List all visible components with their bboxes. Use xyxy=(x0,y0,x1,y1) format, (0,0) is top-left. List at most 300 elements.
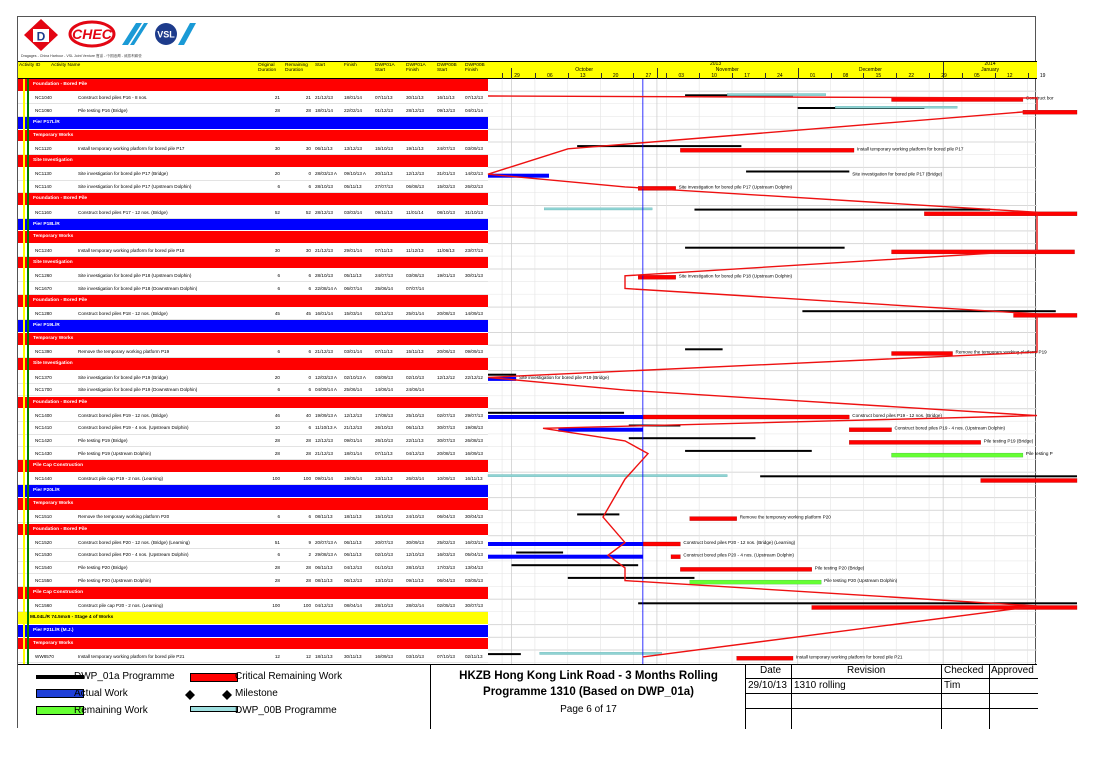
cell-dwp01a-finish: 15/11/13 xyxy=(406,349,424,355)
wbs-group-name: Pile Cap Construction xyxy=(33,463,84,468)
week-label: 17 xyxy=(744,72,750,79)
cell-start: 28/10/13 xyxy=(315,184,333,190)
gantt-chart xyxy=(488,79,1054,669)
bar-critical xyxy=(643,542,681,546)
cell-dwp00b-start: 17/03/13 xyxy=(437,565,455,571)
cell-dwp00b-start: 24/07/13 xyxy=(437,146,455,151)
rev-revision: 1310 rolling xyxy=(794,680,846,691)
week-label: 13 xyxy=(579,72,586,79)
activity-row xyxy=(18,143,488,156)
bar-critical xyxy=(849,440,980,444)
activity-row xyxy=(18,435,488,448)
bar-critical xyxy=(924,212,1077,216)
cell-od: 21 xyxy=(274,95,280,101)
cell-name: Remove the temporary working platform P20 xyxy=(78,514,170,520)
cell-dwp00b-finish: 05/04/13 xyxy=(465,552,483,558)
wbs-indent-green xyxy=(27,79,29,669)
dragages-logo xyxy=(23,19,59,51)
cell-dwp00b-start: 16/11/13 xyxy=(437,95,455,101)
cell-dwp01a-finish: 25/10/13 xyxy=(406,412,424,418)
wbs-group-row xyxy=(18,612,488,625)
cell-dwp01a-finish: 22/11/13 xyxy=(406,438,424,444)
cell-dwp00b-finish: 03/05/13 xyxy=(465,577,483,583)
cell-dwp01a-start: 09/11/13 xyxy=(375,209,393,215)
wbs-group-name: Pier P19L/R xyxy=(33,323,60,329)
wbs-group-row xyxy=(18,320,488,333)
bar-critical xyxy=(680,148,854,152)
cell-name: Install temporary working platform for bored pile P18 xyxy=(78,247,185,253)
cell-dwp01a-start: 01/12/13 xyxy=(375,107,393,113)
activity-row xyxy=(18,384,488,397)
bar-dwp01a xyxy=(685,348,723,350)
bar-dwp01a xyxy=(511,564,638,566)
col-start: Start xyxy=(315,63,326,68)
group-separator xyxy=(488,345,1037,346)
cell-dwp00b-finish: 26/02/13 xyxy=(465,184,483,190)
cell-rd: 6 xyxy=(308,349,311,355)
bar-label: Pile testing P xyxy=(1025,451,1053,457)
cell-finish: 21/12/13 xyxy=(344,425,362,431)
cell-start: 06/11/13 xyxy=(315,565,333,571)
cell-name: Construct bored piles P19 - 12 nos. (Bridge) xyxy=(78,412,168,418)
bar-dwp01a xyxy=(685,247,845,249)
legend-dwp01a: DWP_01a Programme xyxy=(74,671,175,682)
row-gridline xyxy=(488,319,1037,320)
col-dwp00b-start: DWP00B Start xyxy=(437,63,457,73)
wbs-group-row xyxy=(18,155,488,168)
cell-dwp01a-finish: 02/10/13 xyxy=(406,374,424,380)
cell-od: 100 xyxy=(272,476,280,482)
row-gridline xyxy=(488,396,1037,397)
cell-dwp01a-finish: 25/01/14 xyxy=(406,311,424,317)
cell-dwp01a-finish: 28/10/13 xyxy=(406,565,424,571)
cell-dwp00b-start: 11/06/13 xyxy=(437,247,455,253)
wbs-group-row xyxy=(18,485,488,498)
cell-dwp01a-finish: 06/08/13 xyxy=(406,184,424,190)
bar-dwp01a xyxy=(488,412,624,414)
cell-finish: 30/11/13 xyxy=(344,654,362,659)
activity-row xyxy=(18,181,488,194)
cell-name: Pile testing P19 (Upstream Dolphin) xyxy=(78,450,152,456)
bar-critical xyxy=(1014,313,1077,317)
col-dwp01a-finish: DWP01A Finish xyxy=(406,63,426,73)
cell-id: NC1520 xyxy=(35,539,52,545)
cell-dwp00b-start: 02/05/13 xyxy=(437,603,455,609)
cell-dwp00b-start: 10/09/13 xyxy=(437,476,455,482)
cell-id: NC1670 xyxy=(35,285,52,291)
group-separator xyxy=(488,370,1037,371)
group-separator xyxy=(488,142,1037,143)
group-separator xyxy=(488,408,1037,409)
cell-id: NC1140 xyxy=(35,184,52,190)
cell-rd: 9 xyxy=(308,539,311,545)
week-label: 19 xyxy=(1039,72,1046,79)
cell-id: NC1160 xyxy=(35,209,52,215)
cell-finish: 13/12/13 xyxy=(344,146,362,151)
cell-finish: 29/01/14 xyxy=(344,247,362,253)
wbs-group-name: Pile Cap Construction xyxy=(33,590,84,595)
week-label: 01 xyxy=(809,72,816,79)
activity-row xyxy=(18,270,488,283)
activity-row xyxy=(18,308,488,321)
bar-label: Remove the temporary working platform P20 xyxy=(739,514,831,520)
group-separator xyxy=(488,599,1037,600)
cell-dwp00b-start: 06/04/13 xyxy=(437,577,455,583)
cell-dwp01a-finish: 28/12/13 xyxy=(406,107,424,113)
cell-rd: 6 xyxy=(308,387,311,393)
col-dwp00b-finish: DWP00B Finish xyxy=(465,63,485,73)
cell-dwp00b-finish: 02/11/13 xyxy=(465,654,483,659)
cell-finish: 18/11/13 xyxy=(344,514,362,520)
rev-header-date: Date xyxy=(760,665,782,676)
cell-rd: 28 xyxy=(305,438,311,444)
month-label: December xyxy=(858,66,882,73)
row-gridline xyxy=(488,611,1037,612)
cell-dwp00b-finish: 16/11/13 xyxy=(465,476,483,482)
group-separator xyxy=(488,472,1037,473)
cell-dwp00b-start: 20/08/13 xyxy=(437,311,455,317)
wbs-group-name: Site Investigation xyxy=(33,259,73,265)
activity-row xyxy=(18,346,488,359)
rev-checked: Tim xyxy=(944,680,961,691)
cell-finish: 06/07/14 xyxy=(344,285,362,291)
rev-header-approved: Approved xyxy=(991,665,1034,676)
cell-name: Pile testing P19 (Bridge) xyxy=(78,438,128,444)
cell-dwp01a-start: 24/07/13 xyxy=(375,273,393,278)
row-gridline xyxy=(488,103,1037,104)
bar-critical xyxy=(812,606,1077,610)
cell-rd: 6 xyxy=(308,285,311,291)
cell-dwp00b-finish: 14/09/13 xyxy=(465,311,483,317)
wbs-group-name: Temporary Works xyxy=(33,501,74,507)
cell-dwp01a-start: 28/10/13 xyxy=(375,603,393,609)
cell-finish: 08/04/14 xyxy=(344,603,362,609)
cell-dwp00b-start: 19/01/13 xyxy=(437,273,455,278)
cell-rd: 30 xyxy=(305,146,311,151)
bar-label: Install temporary working platform for bored pile P21 xyxy=(796,654,903,660)
week-label: 24 xyxy=(777,72,783,79)
cell-start: 18/11/13 xyxy=(315,654,333,659)
week-label: 08 xyxy=(842,72,849,79)
cell-name: Construct bored piles P16 - 8 nos. xyxy=(78,95,148,101)
cell-finish: 06/12/13 xyxy=(344,577,362,583)
week-label: 12 xyxy=(1006,72,1013,79)
cell-od: 6 xyxy=(277,552,280,558)
activity-table xyxy=(18,79,488,669)
cell-id: NC1060 xyxy=(35,107,52,113)
group-separator xyxy=(488,91,1037,92)
cell-dwp00b-start: 12/12/12 xyxy=(437,374,455,380)
bar-dwp00b xyxy=(544,208,652,210)
cell-start: 28/12/13 xyxy=(315,209,333,215)
cell-id: NC1260 xyxy=(35,273,52,278)
col-remaining-duration: Remaining Duration xyxy=(285,63,308,73)
cell-od: 46 xyxy=(274,412,280,418)
activity-row xyxy=(18,206,488,219)
bar-dwp01a xyxy=(488,653,521,655)
cell-dwp00b-finish: 30/04/13 xyxy=(465,514,483,520)
cell-finish: 05/11/13 xyxy=(344,273,362,278)
group-separator xyxy=(488,167,1037,168)
group-separator xyxy=(488,497,1037,498)
row-gridline xyxy=(488,561,1037,562)
wbs-group-row xyxy=(18,397,488,410)
cell-dwp00b-finish: 29/07/13 xyxy=(465,412,483,418)
cell-finish: 18/01/14 xyxy=(344,450,362,456)
cell-start: 08/11/13 xyxy=(315,577,333,583)
cell-dwp00b-finish: 14/02/13 xyxy=(465,171,483,177)
bar-critical xyxy=(892,352,953,356)
cell-id: NC1390 xyxy=(35,349,52,355)
activity-row xyxy=(18,409,488,422)
cell-name: Site investigation for bored pile P19 (Downstream Dolphin) xyxy=(78,387,198,393)
activity-row xyxy=(18,562,488,575)
activity-row xyxy=(18,104,488,117)
cell-dwp00b-start: 30/07/13 xyxy=(437,425,455,431)
cell-dwp01a-finish: 04/12/13 xyxy=(406,450,424,456)
cell-rd: 52 xyxy=(305,209,311,215)
title-line-2: Programme 1310 (Based on DWP_01a) xyxy=(483,686,694,698)
bar-dwp01a xyxy=(629,437,756,439)
row-gridline xyxy=(488,180,1037,181)
timescale-header xyxy=(488,61,1046,79)
cell-dwp01a-start: 01/10/13 xyxy=(375,565,393,571)
cell-dwp01a-finish: 06/11/13 xyxy=(406,425,424,431)
week-label: 10 xyxy=(711,72,717,79)
wbs-group-row xyxy=(18,587,488,600)
col-dwp01a-start: DWP01A Start xyxy=(375,63,395,73)
wbs-group-row xyxy=(18,130,488,143)
col-activity-name: Activity Name xyxy=(51,63,81,68)
cell-rd: 100 xyxy=(303,476,311,482)
col-activity-id: Activity ID xyxy=(19,63,41,68)
cell-dwp01a-start: 27/07/13 xyxy=(375,184,393,190)
cell-rd: 2 xyxy=(308,552,311,558)
cell-start: 12/03/13 A xyxy=(315,374,337,380)
cell-od: 52 xyxy=(274,209,280,215)
wbs-group-name: ML04L/R 74.5mx6 - Stage 4 of Works xyxy=(30,615,114,621)
group-separator xyxy=(488,129,1037,130)
cell-dwp01a-start: 13/10/13 xyxy=(375,577,393,583)
programme-sheet xyxy=(17,16,1054,728)
wbs-group-name: Foundation - Bored Pile xyxy=(33,399,88,405)
wbs-group-row xyxy=(18,257,488,270)
bar-label: Site investigation for bored pile P18 (Upstream Dolphin) xyxy=(678,273,793,279)
cell-dwp01a-start: 15/10/13 xyxy=(375,146,393,151)
cell-od: 28 xyxy=(274,450,280,456)
column-header xyxy=(18,61,488,79)
group-separator xyxy=(488,307,1037,308)
cell-start: 21/12/13 xyxy=(315,95,333,101)
cell-id: NC1510 xyxy=(35,514,52,520)
cell-name: Construct pile cap P20 - 2 nos. (Learning) xyxy=(78,603,164,609)
cell-dwp00b-start: 20/08/13 xyxy=(437,450,455,456)
row-gridline xyxy=(488,662,1037,663)
legend-milestone: Milestone xyxy=(235,688,278,699)
cell-dwp00b-finish: 03/09/13 xyxy=(465,146,483,151)
wbs-group-row xyxy=(18,625,488,638)
cell-dwp01a-finish: 07/07/14 xyxy=(406,285,424,291)
cell-dwp00b-start: 25/02/13 xyxy=(437,539,455,545)
cell-rd: 45 xyxy=(305,311,311,317)
cell-od: 6 xyxy=(277,273,280,278)
bar-actual xyxy=(488,542,643,546)
cell-id: NC1370 xyxy=(35,374,52,380)
row-gridline xyxy=(488,294,1037,295)
cell-od: 6 xyxy=(277,285,280,291)
bar-critical xyxy=(981,479,1077,483)
bar-actual xyxy=(558,428,642,432)
legend-swatch-dwp00b xyxy=(190,706,238,712)
cell-start: 16/01/14 xyxy=(315,311,333,317)
cell-dwp01a-start: 07/11/13 xyxy=(375,450,393,456)
cell-od: 6 xyxy=(277,387,280,393)
bar-label: Site investigation for bored pile P17 (Bridge) xyxy=(852,171,943,177)
cell-dwp01a-start: 02/10/13 xyxy=(375,552,393,558)
cell-finish: 02/10/13 A xyxy=(344,374,366,380)
cell-id: NC1040 xyxy=(35,95,52,101)
cell-od: 28 xyxy=(274,565,280,571)
wbs-group-row xyxy=(18,524,488,537)
logo-area xyxy=(18,17,488,61)
bar-dwp00b xyxy=(835,106,957,108)
bar-actual xyxy=(488,415,643,419)
bar-remaining xyxy=(690,580,821,584)
cell-finish: 09/10/13 A xyxy=(344,171,366,177)
group-separator xyxy=(488,637,1037,638)
wbs-group-row xyxy=(18,193,488,206)
cell-dwp00b-finish: 30/07/13 xyxy=(465,603,483,609)
cell-start: 28/10/13 xyxy=(315,273,333,278)
bar-label: Pile testing P19 (Bridge) xyxy=(983,438,1034,444)
cell-dwp01a-start: 23/11/13 xyxy=(375,476,393,482)
cell-dwp01a-finish: 12/10/13 xyxy=(406,552,424,558)
legend-remaining: Remaining Work xyxy=(74,705,148,716)
cell-id: NC1430 xyxy=(35,450,52,456)
cell-dwp00b-start: 15/02/13 xyxy=(437,184,455,190)
rev-header-checked: Checked xyxy=(944,665,984,676)
cell-id: NC1400 xyxy=(35,412,52,418)
cell-rd: 28 xyxy=(305,577,311,583)
activity-row xyxy=(18,651,488,664)
cell-start: 08/11/13 xyxy=(315,514,333,520)
cell-dwp00b-finish: 09/09/13 xyxy=(465,349,483,355)
cell-od: 30 xyxy=(274,146,280,151)
group-separator xyxy=(488,510,1037,511)
company-logos xyxy=(18,17,208,53)
cell-dwp01a-start: 14/06/14 xyxy=(375,387,393,393)
bar-label: Construct bored piles P20 - 12 nos. (Bridge) (Learning) xyxy=(683,540,796,545)
cell-start: 18/01/14 xyxy=(315,107,333,113)
cell-dwp00b-start: 06/04/13 xyxy=(437,514,455,520)
cell-dwp01a-start: 07/11/13 xyxy=(375,95,393,101)
week-label: 29 xyxy=(514,72,520,79)
row-gridline xyxy=(488,484,1037,485)
cell-name: Pile testing P16 (Bridge) xyxy=(78,107,128,113)
legend-critical: Critical Remaining Work xyxy=(235,671,343,682)
chec-logo xyxy=(70,22,114,46)
cell-dwp01a-finish: 11/01/14 xyxy=(406,209,424,215)
cell-id: NC1560 xyxy=(35,603,52,609)
row-gridline xyxy=(488,383,1037,384)
bar-dwp01a xyxy=(760,475,1077,477)
cell-finish: 04/12/13 xyxy=(344,565,362,571)
cell-start: 04/12/13 xyxy=(315,603,333,609)
legend-actual: Actual Work xyxy=(74,688,128,699)
cell-finish: 03/01/14 xyxy=(344,349,362,355)
row-gridline xyxy=(488,154,1037,155)
cell-rd: 28 xyxy=(305,107,311,113)
cell-dwp01a-finish: 30/09/13 xyxy=(406,539,424,545)
wbs-group-row xyxy=(18,79,488,92)
wbs-group-name: Site Investigation xyxy=(33,158,73,164)
cell-finish: 09/01/14 xyxy=(344,438,362,444)
cell-finish: 18/01/14 xyxy=(344,95,362,101)
cell-dwp00b-finish: 23/07/13 xyxy=(465,247,483,253)
cell-dwp01a-start: 20/07/13 xyxy=(375,539,393,545)
cell-finish: 22/02/14 xyxy=(344,107,362,113)
cell-start: 11/10/13 A xyxy=(315,425,337,431)
cell-name: Construct bored piles P18 - 12 nos. (Bridge) xyxy=(78,311,168,317)
wbs-group-row xyxy=(18,333,488,346)
activity-row xyxy=(18,92,488,105)
week-label: 15 xyxy=(875,72,882,79)
bar-dwp01a xyxy=(516,552,563,554)
row-gridline xyxy=(488,459,1037,460)
activity-row xyxy=(18,447,488,460)
cell-name: Site investigation for bored pile P17 (Bridge) xyxy=(78,171,168,177)
cell-start: 04/09/14 A xyxy=(315,387,337,393)
cell-start: 21/12/13 xyxy=(315,450,333,456)
page-number: Page 6 of 17 xyxy=(560,704,617,715)
group-separator xyxy=(488,205,1037,206)
cell-start: 20/07/13 A xyxy=(315,539,337,545)
cell-dwp00b-finish: 31/10/13 xyxy=(465,209,483,215)
cell-od: 20 xyxy=(274,171,280,177)
wbs-group-name: Temporary Works xyxy=(33,640,74,646)
bar-dwp01a xyxy=(488,374,516,376)
wbs-group-name: Temporary Works xyxy=(33,234,74,240)
cell-dwp01a-start: 02/12/13 xyxy=(375,311,393,317)
cell-name: Pile testing P20 (Upstream Dolphin) xyxy=(78,577,152,583)
activity-row xyxy=(18,168,488,181)
week-label: 03 xyxy=(678,72,685,79)
row-gridline xyxy=(488,586,1037,587)
cell-dwp00b-start: 07/10/13 xyxy=(437,654,455,659)
cell-id: WW8570 xyxy=(35,654,54,659)
year-label: 2014 xyxy=(984,61,996,67)
cell-finish: 06/11/13 xyxy=(344,539,362,545)
cell-dwp01a-start: 25/06/14 xyxy=(375,285,393,291)
cell-name: Construct bored piles P20 - 12 nos. (Bridge) (Learning) xyxy=(78,539,190,545)
activity-row xyxy=(18,511,488,524)
cell-start: 22/08/14 A xyxy=(315,285,337,291)
cell-name: Construct bored piles P17 - 12 nos. (Bridge) xyxy=(78,209,168,215)
row-gridline xyxy=(488,281,1037,282)
cell-id: NC1410 xyxy=(35,425,52,431)
week-label: 06 xyxy=(547,72,553,79)
cell-rd: 28 xyxy=(305,450,311,456)
rev-date: 29/10/13 xyxy=(748,680,787,691)
cell-dwp00b-finish: 07/12/13 xyxy=(465,95,483,101)
cell-od: 28 xyxy=(274,438,280,444)
cell-od: 51 xyxy=(274,539,280,545)
cell-dwp01a-start: 03/09/13 xyxy=(375,374,393,380)
cell-start: 19/09/13 A xyxy=(315,412,337,418)
cell-od: 28 xyxy=(274,107,280,113)
year-label: 2013 xyxy=(710,61,722,67)
cell-name: Site investigation for bored pile P18 (Upstream Dolphin) xyxy=(78,273,192,278)
